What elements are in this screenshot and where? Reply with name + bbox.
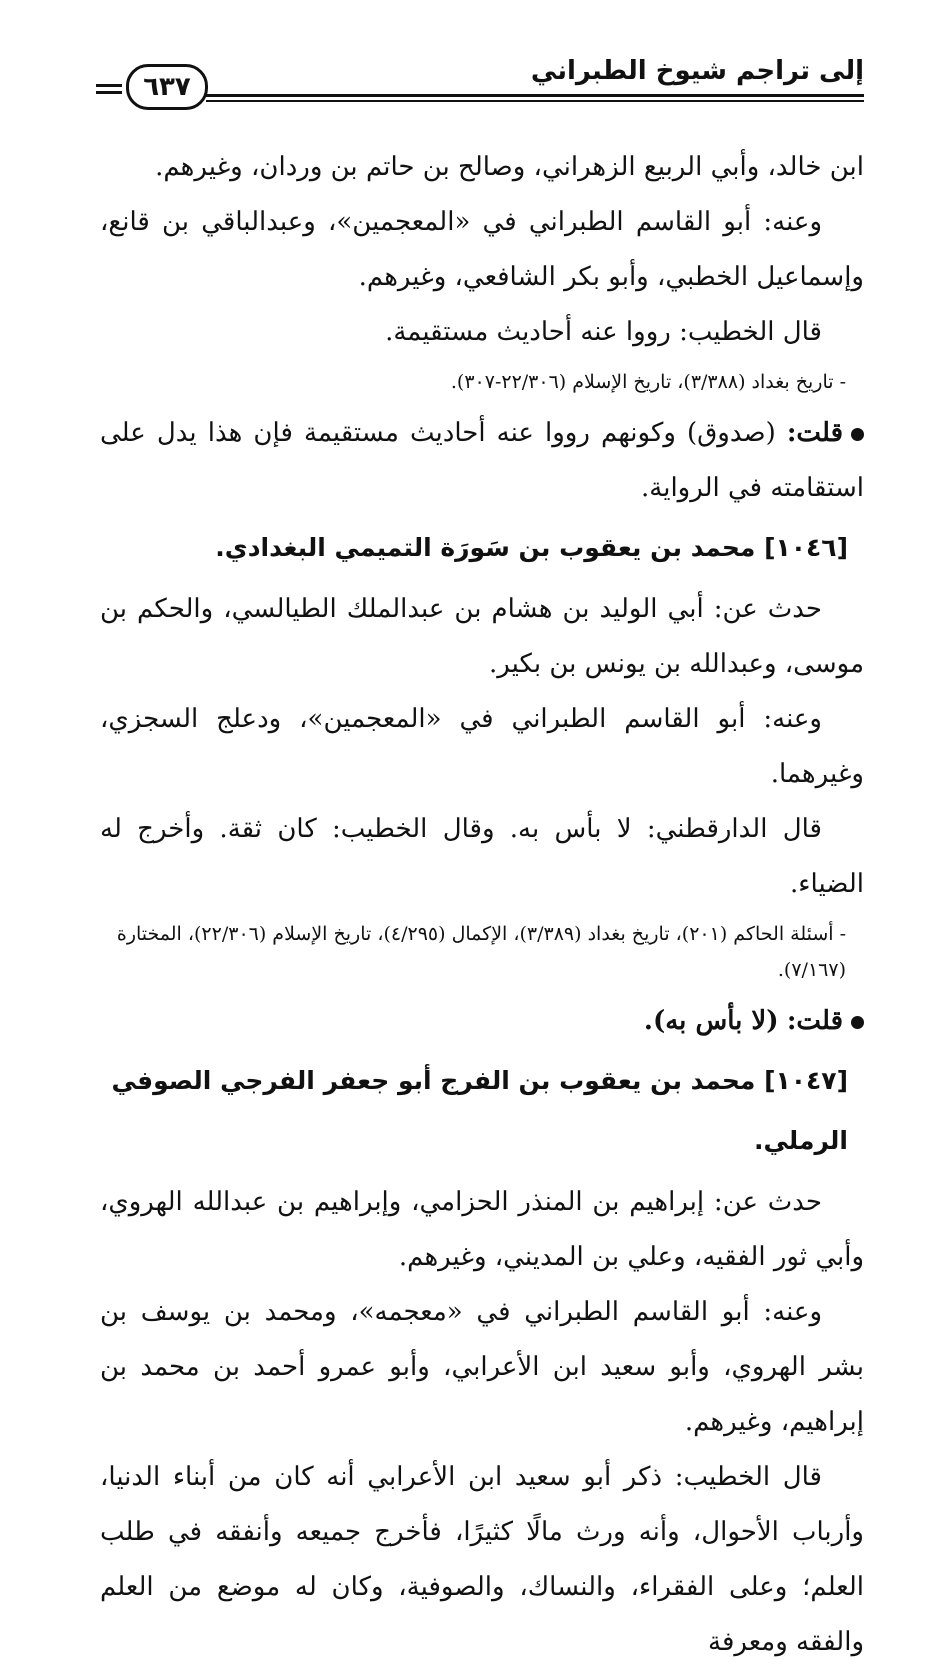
- entry-1045-sources: - تاريخ بغداد (٣/٣٨٨)، تاريخ الإسلام (٢٢/٣٠٦-٣٠٧).: [450, 371, 846, 393]
- entry-1046-heading: [١٠٤٦] محمد بن يعقوب بن سَورَة التميمي البغدادي.: [215, 533, 848, 562]
- entry-1045-khatib: قال الخطيب: رووا عنه أحاديث مستقيمة.: [385, 317, 822, 347]
- verdict-text: (لا بأس به).: [643, 1006, 779, 1036]
- entry-1045-verdict: [100, 406, 864, 516]
- entry-1047-students: وعنه: أبو القاسم الطبراني في «معجمه»، ومحمد بن يوسف بن بشر الهروي، وأبو سعيد ابن الأعرابي، وأبو عمرو أحمد بن محمد بن إبراهيم، وغيرهم.: [100, 1297, 864, 1437]
- bullet-icon: [851, 1016, 864, 1029]
- running-title: إلى تراجم شيوخ الطبراني: [530, 56, 864, 86]
- page-number: ٦٣٧: [126, 64, 208, 110]
- entry-1045-continuation: ابن خالد، وأبي الربيع الزهراني، وصالح بن حاتم بن وردان، وغيرهم.: [155, 152, 864, 182]
- page-body: [100, 140, 864, 1670]
- verdict-label: قلت:: [786, 1006, 843, 1036]
- entry-1046-verdict: [100, 994, 864, 1049]
- verdict-label: قلت:: [786, 418, 843, 448]
- header-left-rule: [96, 84, 122, 96]
- entry-1047-khatib: قال الخطيب: ذكر أبو سعيد ابن الأعرابي أنه كان من أبناء الدنيا، وأرباب الأحوال، وأنه ورث مالًا كثيرًا، فأخرج جميعه وأنفقه في طلب العلم؛ وعلى الفقراء، والنساك، والصوفية، وكان له موضع من العلم والفقه ومعرفة: [100, 1462, 864, 1657]
- entry-1046-sources: - أسئلة الحاكم (٢٠١)، تاريخ بغداد (٣/٣٨٩)، الإكمال (٤/٢٩٥)، تاريخ الإسلام (٢٢/٣٠٦)، المختارة (٧/١٦٧).: [116, 923, 846, 981]
- bullet-icon: [851, 428, 864, 441]
- entry-1045-students: وعنه: أبو القاسم الطبراني في «المعجمين»، وعبدالباقي بن قانع، وإسماعيل الخطبي، وأبو بكر الشافعي، وغيرهم.: [100, 207, 864, 292]
- page-header: [96, 48, 864, 108]
- entry-1046-teachers: حدث عن: أبي الوليد بن هشام بن عبدالملك الطيالسي، والحكم بن موسى، وعبدالله بن يونس بن بكير.: [100, 594, 864, 679]
- entry-1046-students: وعنه: أبو القاسم الطبراني في «المعجمين»، ودعلج السجزي، وغيرهما.: [100, 704, 864, 789]
- entry-1046-opinions: قال الدارقطني: لا بأس به. وقال الخطيب: كان ثقة. وأخرج له الضياء.: [100, 814, 864, 899]
- entry-1047-heading: [١٠٤٧] محمد بن يعقوب بن الفرج أبو جعفر الفرجي الصوفي الرملي.: [111, 1066, 848, 1155]
- verdict-text: (صدوق) وكونهم رووا عنه أحاديث مستقيمة فإن هذا يدل على استقامته في الرواية.: [100, 418, 864, 503]
- header-double-rule: [206, 94, 864, 106]
- entry-1047-teachers: حدث عن: إبراهيم بن المنذر الحزامي، وإبراهيم بن عبدالله الهروي، وأبي ثور الفقيه، وعلي بن المديني، وغيرهم.: [100, 1187, 864, 1272]
